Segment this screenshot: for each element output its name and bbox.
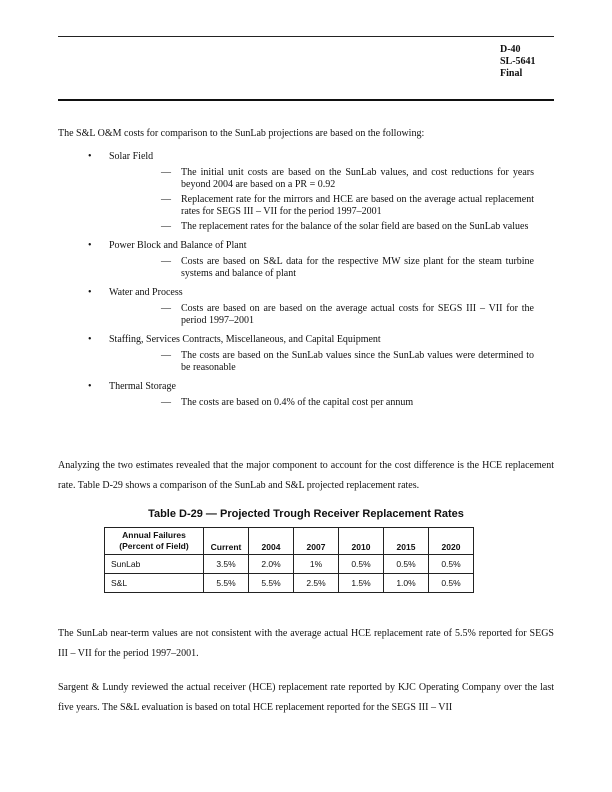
table-row xyxy=(105,555,474,574)
dash-icon: — xyxy=(161,350,171,361)
sub-item: — Costs are based on S&L data for the respective MW size plant for the steam turbine systems and balance of plant xyxy=(161,256,534,279)
document-id xyxy=(500,44,536,80)
analysis-paragraph: Analyzing the two estimates revealed that the major component to account for the cost difference is the HCE replacement rate. Table D-29 shows a comparison of the SunLab and S&L projected replacement rates. xyxy=(58,460,554,491)
bullet-icon: • xyxy=(88,381,92,392)
sub-item: — The costs are based on 0.4% of the capital cost per annum xyxy=(161,397,414,408)
sargent-lundy-paragraph: Sargent & Lundy reviewed the actual receiver (HCE) replacement rate reported by KJC Operating Company over the last five years. The S&L evaluation is based on total HCE replacement reported for the SEGS III – VII xyxy=(58,682,554,713)
bullet-label: Power Block and Balance of Plant xyxy=(109,240,247,251)
table-cell: 0.5% xyxy=(384,555,429,574)
dash-icon: — xyxy=(161,303,171,314)
bullet-label: Thermal Storage xyxy=(109,381,176,392)
column-header: 2004 xyxy=(249,528,294,555)
list-item xyxy=(58,286,554,327)
bullet-label: Staffing, Services Contracts, Miscellaneous, and Capital Equipment xyxy=(109,334,381,345)
bullet-label: Solar Field xyxy=(109,151,154,162)
table-row xyxy=(105,574,474,593)
header-thick-rule xyxy=(58,99,554,101)
column-header: 2007 xyxy=(294,528,339,555)
header-rule xyxy=(58,36,554,37)
bullet-icon: • xyxy=(88,151,92,162)
dash-icon: — xyxy=(161,194,171,205)
doc-status: Final xyxy=(500,68,523,79)
row-label: S&L xyxy=(105,574,204,593)
table-cell: 5.5% xyxy=(204,574,249,593)
table-cell: 1.0% xyxy=(384,574,429,593)
column-header: Current xyxy=(204,528,249,555)
table-title: Table D-29 — Projected Trough Receiver Replacement Rates xyxy=(148,508,464,520)
bullet-icon: • xyxy=(88,334,92,345)
cost-basis-list xyxy=(58,150,554,409)
doc-number: D-40 xyxy=(500,44,521,55)
header-annual-failures: Annual Failures (Percent of Field) xyxy=(105,528,204,555)
column-header: 2015 xyxy=(384,528,429,555)
table-header-row xyxy=(105,528,474,555)
table-cell: 5.5% xyxy=(249,574,294,593)
table-cell: 0.5% xyxy=(339,555,384,574)
dash-icon: — xyxy=(161,221,171,232)
table-cell: 1.5% xyxy=(339,574,384,593)
table-cell: 0.5% xyxy=(429,555,474,574)
sub-item: — Costs are based on are based on the average actual costs for SEGS III – VII for the period 1997–2001 xyxy=(161,303,534,326)
sub-item: — The initial unit costs are based on the SunLab values, and cost reductions for years beyond 2004 are based on a PR = 0.92 xyxy=(161,167,534,190)
list-item xyxy=(58,380,554,409)
near-term-paragraph: The SunLab near-term values are not consistent with the average actual HCE replacement rate of 5.5% reported for SEGS III – VII for the period 1997–2001. xyxy=(58,628,554,659)
sub-item: — The replacement rates for the balance of the solar field are based on the SunLab values xyxy=(161,221,529,232)
column-header: 2010 xyxy=(339,528,384,555)
dash-icon: — xyxy=(161,167,171,178)
row-label: SunLab xyxy=(105,555,204,574)
list-item xyxy=(58,150,554,233)
bullet-icon: • xyxy=(88,287,92,298)
bullet-label: Water and Process xyxy=(109,287,183,298)
dash-icon: — xyxy=(161,256,171,267)
list-item xyxy=(58,333,554,374)
intro-paragraph: The S&L O&M costs for comparison to the SunLab projections are based on the following: xyxy=(58,128,425,139)
column-header: 2020 xyxy=(429,528,474,555)
sub-item: — Replacement rate for the mirrors and HCE are based on the average actual replacement rates for SEGS III – VII for the period 1997–2001 xyxy=(161,194,534,217)
table-cell: 1% xyxy=(294,555,339,574)
table-cell: 0.5% xyxy=(429,574,474,593)
sub-item: — The costs are based on the SunLab values since the SunLab values were determined to be reasonable xyxy=(161,350,534,373)
table-cell: 3.5% xyxy=(204,555,249,574)
bullet-icon: • xyxy=(88,240,92,251)
report-number: SL-5641 xyxy=(500,56,536,67)
replacement-rates-table xyxy=(104,527,474,593)
list-item xyxy=(58,239,554,280)
table-cell: 2.5% xyxy=(294,574,339,593)
dash-icon: — xyxy=(161,397,171,408)
table-cell: 2.0% xyxy=(249,555,294,574)
